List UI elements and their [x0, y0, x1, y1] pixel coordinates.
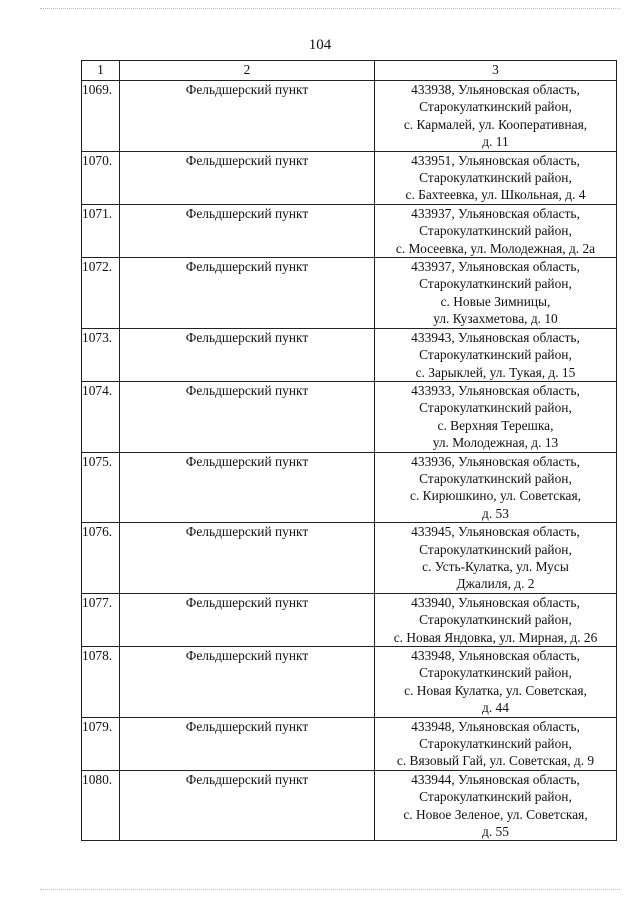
- row-number: 1078.: [82, 647, 120, 718]
- facility-address: [375, 593, 617, 646]
- scan-edge-bottom: [40, 889, 620, 890]
- row-number: 1069.: [82, 81, 120, 152]
- row-number: 1071.: [82, 204, 120, 257]
- table-row: [82, 204, 617, 257]
- address-line: 433937, Ульяновская область,: [411, 205, 580, 221]
- address-line: с. Кармалей, ул. Кооперативная,: [403, 116, 588, 132]
- address-line: д. 11: [482, 134, 509, 150]
- facility-type: Фельдшерский пункт: [120, 328, 375, 381]
- address-line: с. Усть-Кулатка, ул. Мусы: [422, 558, 569, 574]
- facility-type: Фельдшерский пункт: [120, 452, 375, 523]
- address-line: Старокулаткинский район,: [419, 665, 572, 681]
- address-line: ул. Кузахметова, д. 10: [433, 311, 558, 327]
- address-line: с. Вязовый Гай, ул. Советская, д. 9: [396, 753, 595, 769]
- facility-address: [375, 381, 617, 452]
- facility-type: Фельдшерский пункт: [120, 523, 375, 594]
- address-line: 433948, Ульяновская область,: [411, 718, 580, 734]
- row-number: 1077.: [82, 593, 120, 646]
- row-number: 1075.: [82, 452, 120, 523]
- table-row: [82, 258, 617, 329]
- row-number: 1073.: [82, 328, 120, 381]
- facility-address: [375, 81, 617, 152]
- address-line: ул. Молодежная, д. 13: [432, 435, 559, 451]
- facility-address: [375, 151, 617, 204]
- facility-type: Фельдшерский пункт: [120, 717, 375, 770]
- table-row: [82, 81, 617, 152]
- address-line: Старокулаткинский район,: [419, 400, 572, 416]
- address-line: Старокулаткинский район,: [419, 223, 572, 239]
- address-line: с. Новая Кулатка, ул. Советская,: [404, 682, 587, 698]
- row-number: 1079.: [82, 717, 120, 770]
- address-line: 433951, Ульяновская область,: [411, 152, 580, 168]
- facility-address: [375, 452, 617, 523]
- table-row: [82, 770, 617, 841]
- address-line: Старокулаткинский район,: [419, 170, 572, 186]
- table-header-row: [82, 61, 617, 81]
- facility-type: Фельдшерский пункт: [120, 647, 375, 718]
- address-line: 433936, Ульяновская область,: [411, 453, 580, 469]
- table-row: [82, 151, 617, 204]
- facility-type: Фельдшерский пункт: [120, 258, 375, 329]
- address-line: 433933, Ульяновская область,: [411, 382, 580, 398]
- facility-address: [375, 647, 617, 718]
- address-line: 433948, Ульяновская область,: [411, 648, 580, 663]
- address-line: Старокулаткинский район,: [419, 789, 572, 805]
- address-line: д. 55: [482, 824, 509, 840]
- column-header-type: 2: [120, 61, 375, 81]
- scan-edge-top: [40, 8, 620, 9]
- page-number: 104: [308, 37, 332, 53]
- facility-address: [375, 523, 617, 594]
- address-line: с. Бахтеевка, ул. Школьная, д. 4: [405, 187, 586, 203]
- registry-table: [81, 60, 617, 841]
- row-number: 1072.: [82, 258, 120, 329]
- address-line: 433944, Ульяновская область,: [411, 771, 580, 787]
- facility-type: Фельдшерский пункт: [120, 770, 375, 841]
- address-line: Старокулаткинский район,: [419, 276, 572, 292]
- row-number: 1080.: [82, 770, 120, 841]
- facility-type: Фельдшерский пункт: [120, 593, 375, 646]
- table-row: [82, 381, 617, 452]
- facility-address: [375, 717, 617, 770]
- address-line: Старокулаткинский район,: [419, 347, 572, 363]
- row-number: 1074.: [82, 381, 120, 452]
- facility-type: Фельдшерский пункт: [120, 151, 375, 204]
- address-line: с. Новое Зеленое, ул. Советская,: [403, 806, 588, 822]
- address-line: 433937, Ульяновская область,: [411, 259, 580, 275]
- address-line: с. Новая Яндовка, ул. Мирная, д. 26: [393, 629, 598, 645]
- facility-address: [375, 770, 617, 841]
- facility-address: [375, 328, 617, 381]
- address-line: Джалиля, д. 2: [456, 576, 535, 592]
- facility-address: [375, 258, 617, 329]
- column-header-number: 1: [82, 61, 120, 81]
- address-line: д. 44: [482, 700, 509, 716]
- address-line: Старокулаткинский район,: [419, 470, 572, 486]
- table-row: [82, 328, 617, 381]
- address-line: с. Верхняя Терешка,: [437, 417, 554, 433]
- facility-type: Фельдшерский пункт: [120, 381, 375, 452]
- address-line: с. Новые Зимницы,: [440, 293, 551, 309]
- address-line: Старокулаткинский район,: [419, 99, 572, 115]
- table-row: [82, 593, 617, 646]
- address-line: 433943, Ульяновская область,: [411, 329, 580, 345]
- table-row: [82, 717, 617, 770]
- row-number: 1070.: [82, 151, 120, 204]
- address-line: Старокулаткинский район,: [419, 541, 572, 557]
- address-line: Старокулаткинский район,: [419, 736, 572, 752]
- table-row: [82, 523, 617, 594]
- facility-type: Фельдшерский пункт: [120, 204, 375, 257]
- row-number: 1076.: [82, 523, 120, 594]
- column-header-address: 3: [375, 61, 617, 81]
- table-row: [82, 452, 617, 523]
- address-line: 433938, Ульяновская область,: [411, 82, 580, 97]
- address-line: Старокулаткинский район,: [419, 612, 572, 628]
- address-line: д. 53: [482, 505, 509, 521]
- address-line: с. Мосеевка, ул. Молодежная, д. 2а: [395, 240, 596, 256]
- facility-type: Фельдшерский пункт: [120, 81, 375, 152]
- table-row: [82, 647, 617, 718]
- facility-address: [375, 204, 617, 257]
- address-line: 433945, Ульяновская область,: [411, 524, 580, 540]
- address-line: с. Кирюшкино, ул. Советская,: [410, 488, 581, 504]
- address-line: 433940, Ульяновская область,: [411, 594, 580, 610]
- address-line: с. Зарыклей, ул. Тукая, д. 15: [415, 364, 576, 380]
